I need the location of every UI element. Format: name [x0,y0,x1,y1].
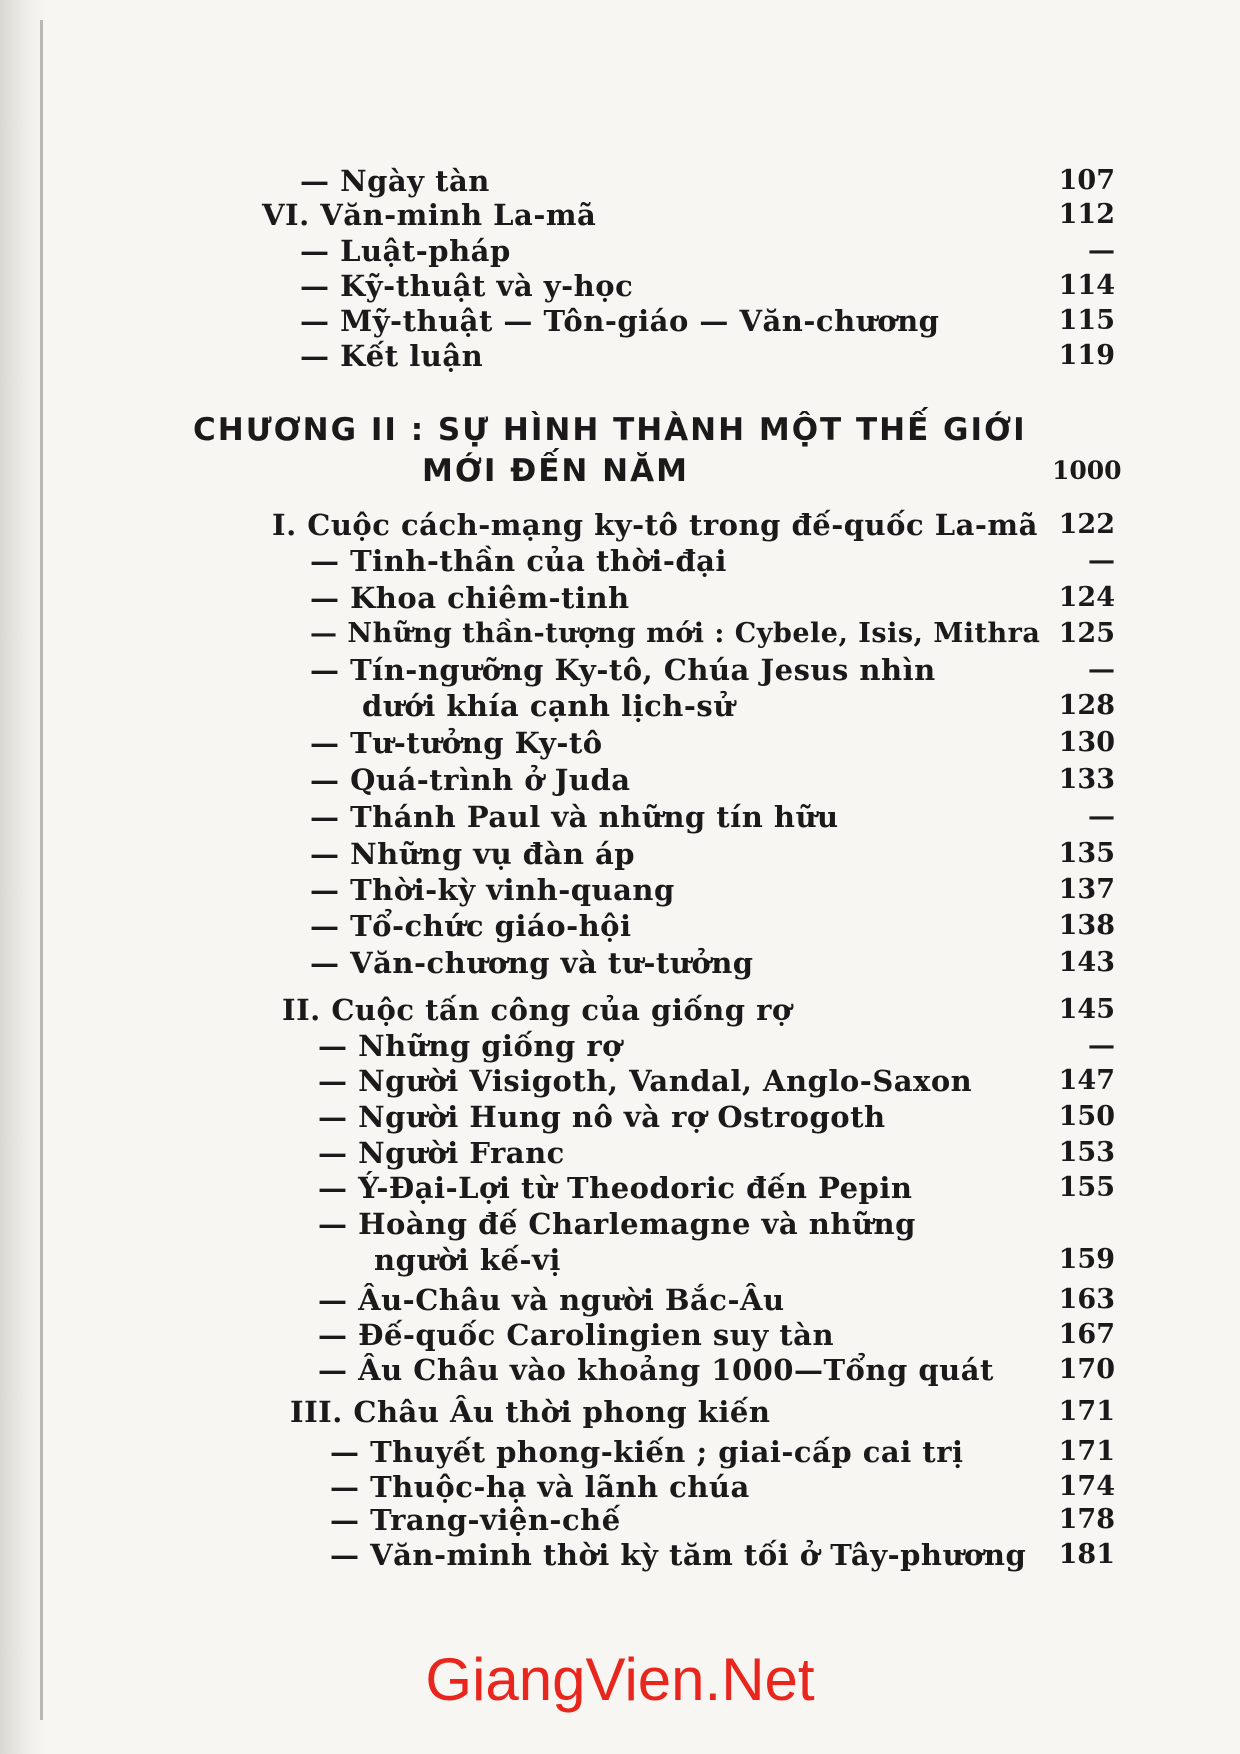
toc-entry [310,908,1115,944]
toc-entry [310,543,1115,579]
toc-entry-title: — Ý-Đại-Lợi từ Theodoric đến Pepin [318,1171,913,1205]
toc-entry-page: 135 [1058,838,1115,869]
toc-entry-page: 155 [1058,1172,1115,1203]
toc-entry-page: 137 [1058,874,1115,905]
toc-entry-page: 145 [1058,994,1115,1025]
toc-entry-page: 122 [1058,509,1115,540]
toc-entry-page: 163 [1058,1284,1115,1315]
toc-entry-page: — [1088,235,1115,266]
toc-entry-page: 143 [1058,947,1115,978]
toc-entry [310,945,1115,981]
toc-entry [300,233,1115,269]
toc-entry-continuation [374,1242,1115,1278]
toc-entry-page: 114 [1058,270,1115,301]
toc-entry-title: — Thuộc-hạ và lãnh chúa [330,1470,750,1504]
toc-entry [330,1469,1115,1505]
toc-entry-page: 171 [1058,1396,1115,1427]
toc-entry-title: người kế-vị [374,1243,561,1277]
toc-entry-page: 107 [1058,165,1115,196]
toc-entry-title: — Mỹ-thuật — Tôn-giáo — Văn-chương [300,304,940,338]
toc-entry-page: 181 [1058,1539,1115,1570]
toc-entry-title: — Văn-minh thời kỳ tăm tối ở Tây-phương [330,1538,1027,1572]
toc-entry [310,616,1115,652]
toc-entry-title: dưới khía cạnh lịch-sử [362,689,735,723]
toc-entry-title: — Văn-chương và tư-tưởng [310,946,754,980]
toc-entry-page: 119 [1058,340,1115,371]
toc-entry [310,652,1115,688]
binding-edge [40,20,43,1720]
toc-entry-title: — Khoa chiêm-tinh [310,581,630,615]
toc-entry-title: — Thuyết phong-kiến ; giai-cấp cai trị [330,1435,964,1469]
toc-entry [310,799,1115,835]
toc-entry-title: — Đế-quốc Carolingien suy tàn [318,1318,835,1352]
toc-entry-title: — Người Hung nô và rợ Ostrogoth [318,1100,886,1134]
toc-entry [318,1317,1115,1353]
toc-entry-title: VI. Văn-minh La-mã [262,198,597,232]
toc-entry-page: 125 [1058,618,1115,649]
toc-entry-title: — Tinh-thần của thời-đại [310,544,727,578]
toc-entry-page: 130 [1058,727,1115,758]
toc-entry-title: — Âu Châu vào khoảng 1000—Tổng quát [318,1353,994,1387]
toc-entry [300,338,1115,374]
toc-entry-title: III. Châu Âu thời phong kiến [290,1395,771,1429]
toc-section-heading [272,507,1115,543]
toc-entry-title: — Trang-viện-chế [330,1503,621,1537]
toc-entry-page: — [1088,1030,1115,1061]
toc-entry [318,1282,1115,1318]
toc-entry-title: — Tổ-chức giáo-hội [310,909,632,943]
toc-entry [310,872,1115,908]
toc-entry-page: 150 [1058,1101,1115,1132]
toc-entry-title: — Hoàng đế Charlemagne và những [318,1207,916,1241]
toc-entry [318,1206,1115,1242]
toc-entry-page: 112 [1058,199,1115,230]
toc-entry-title: — Tư-tưởng Ky-tô [310,726,603,760]
toc-entry-page: 159 [1058,1244,1115,1275]
toc-entry-title: — Kỹ-thuật và y-học [300,269,634,303]
toc-entry-title: — Thời-kỳ vinh-quang [310,873,675,907]
toc-section-heading [262,197,1115,233]
toc-entry-page: 171 [1058,1436,1115,1467]
toc-entry-title: I. Cuộc cách-mạng ky-tô trong đế-quốc La-mã [272,508,1038,542]
toc-entry-continuation [362,688,1115,724]
toc-entry-title: — Âu-Châu và người Bắc-Âu [318,1283,785,1317]
toc-entry-page: 115 [1058,305,1115,336]
toc-entry [318,1099,1115,1135]
toc-entry-title: — Tín-ngưỡng Ky-tô, Chúa Jesus nhìn [310,653,936,687]
toc-entry-page: 128 [1058,690,1115,721]
watermark-text: GiangVien.Net [425,1646,815,1713]
toc-entry-page: — [1088,545,1115,576]
chapter-title-line2: MỚI ĐẾN NĂM [422,453,689,489]
toc-entry-page: — [1088,801,1115,832]
toc-entry [330,1434,1115,1470]
toc-entry-page: 138 [1058,910,1115,941]
toc-entry-page: 170 [1058,1354,1115,1385]
toc-entry [318,1352,1115,1388]
chapter-page: 1000 [1052,456,1122,485]
toc-entry [300,163,1115,199]
toc-entry-page: — [1088,654,1115,685]
toc-entry [310,725,1115,761]
toc-entry [310,580,1115,616]
toc-entry-page: 174 [1058,1471,1115,1502]
toc-entry [330,1537,1115,1573]
toc-section-heading [290,1394,1115,1430]
toc-entry-title: II. Cuộc tấn công của giống rợ [282,993,792,1027]
toc-entry [300,303,1115,339]
toc-entry-page: 178 [1058,1504,1115,1535]
toc-entry-page: 133 [1058,764,1115,795]
toc-entry [310,836,1115,872]
toc-entry-title: — Luật-pháp [300,234,511,268]
toc-entry-page: 153 [1058,1137,1115,1168]
toc-entry-title: — Quá-trình ở Juda [310,763,631,797]
toc-section-heading [282,992,1115,1028]
toc-entry-page: 167 [1058,1319,1115,1350]
toc-entry [310,762,1115,798]
toc-entry-title: — Người Franc [318,1136,565,1170]
toc-entry-page: 147 [1058,1065,1115,1096]
toc-entry-title: — Những giống rợ [318,1029,622,1063]
toc-entry-title: — Thánh Paul và những tín hữu [310,800,839,834]
toc-entry [318,1135,1115,1171]
chapter-title-line1: CHƯƠNG II : SỰ HÌNH THÀNH MỘT THẾ GIỚI [193,412,1027,448]
toc-entry-title: — Kết luận [300,339,484,373]
toc-entry-title: — Ngày tàn [300,164,490,198]
toc-entry [300,268,1115,304]
toc-entry [318,1170,1115,1206]
toc-entry [318,1028,1115,1064]
toc-entry [318,1063,1115,1099]
toc-entry-title: — Người Visigoth, Vandal, Anglo-Saxon [318,1064,973,1098]
toc-entry-title: — Những vụ đàn áp [310,837,636,871]
toc-entry-page: 124 [1058,582,1115,613]
toc-entry [330,1502,1115,1538]
toc-entry-title: — Những thần-tượng mới : Cybele, Isis, Mithra [310,618,1041,649]
